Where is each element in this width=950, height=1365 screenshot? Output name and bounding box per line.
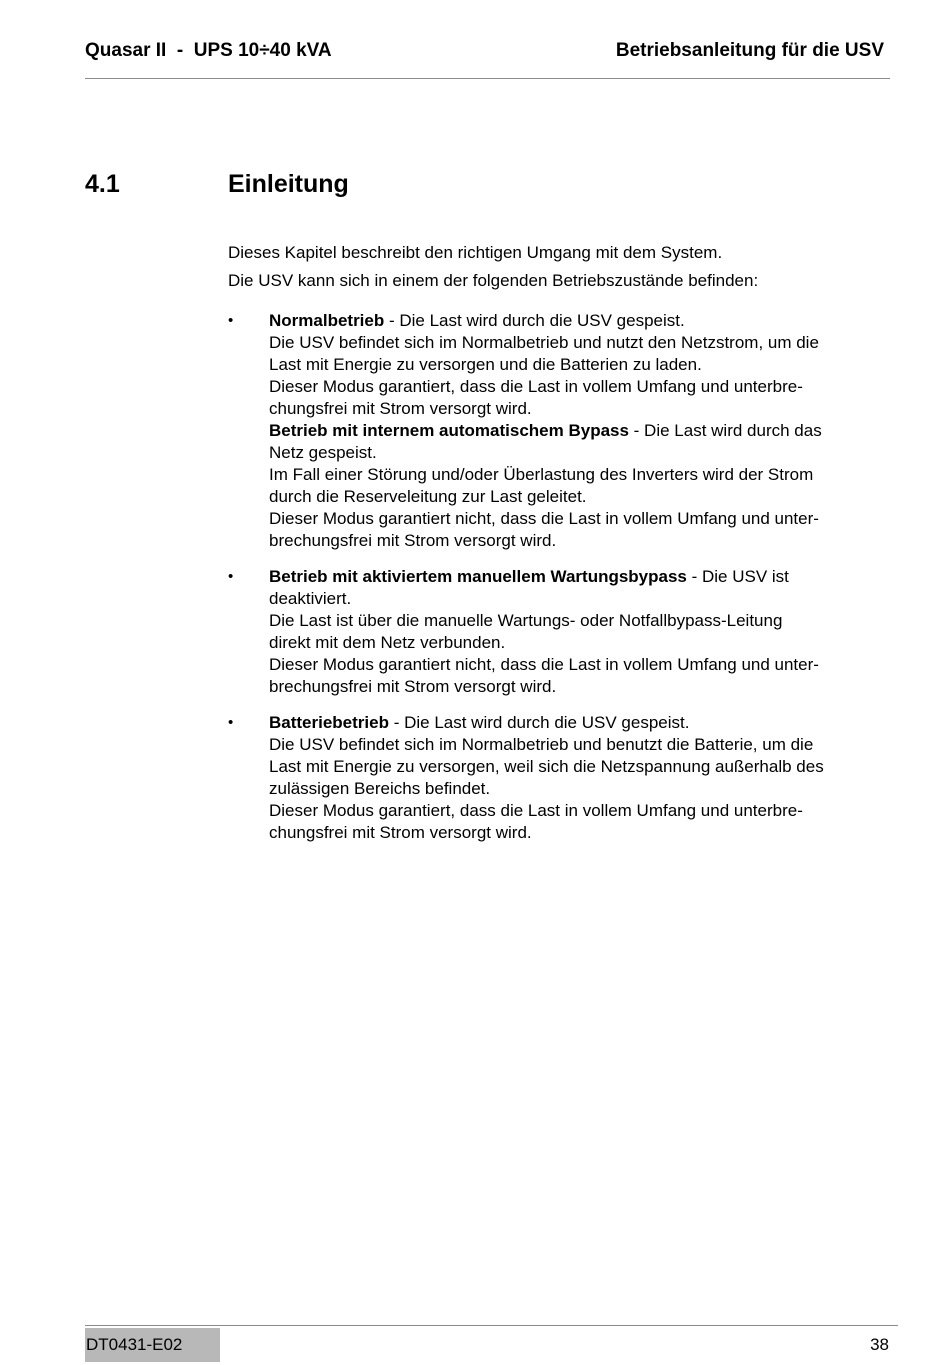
list-item-text: - Die Last wird durch die USV gespeist. xyxy=(388,713,690,732)
list-item-text: Die Last ist über die manuelle Wartungs- oder Notfallbypass-Leitung xyxy=(269,611,783,630)
header-product-title: Quasar II - UPS 10÷40 kVA xyxy=(85,40,332,61)
list-item-text: Dieser Modus garantiert, dass die Last in vollem Umfang und unterbre- xyxy=(269,801,803,820)
bullet-icon: • xyxy=(228,714,234,731)
list-item-line xyxy=(269,610,893,632)
list-item-line xyxy=(269,464,893,486)
list-item-line xyxy=(269,310,893,332)
list-item-text: Last mit Energie zu versorgen und die Batterien zu laden. xyxy=(269,355,702,374)
list-item-line xyxy=(269,632,893,654)
list-item-text: Dieser Modus garantiert, dass die Last in vollem Umfang und unterbre- xyxy=(269,377,803,396)
header-manual-title: Betriebsanleitung für die USV xyxy=(615,40,884,61)
list-item-text: Dieser Modus garantiert nicht, dass die Last in vollem Umfang und unter- xyxy=(269,509,819,528)
list-item-text: Dieser Modus garantiert nicht, dass die Last in vollem Umfang und unter- xyxy=(269,655,819,674)
list-item-text: chungsfrei mit Strom versorgt wird. xyxy=(269,823,532,842)
list-item-line xyxy=(269,822,893,844)
list-item-text: direkt mit dem Netz verbunden. xyxy=(269,633,506,652)
list-item-text: durch die Reserveleitung zur Last geleitet. xyxy=(269,487,587,506)
intro-paragraph-1: Dieses Kapitel beschreibt den richtigen Umgang mit dem System. xyxy=(228,243,723,262)
list-item-text: - Die Last wird durch das xyxy=(628,421,822,440)
list-item-line xyxy=(269,778,893,800)
list-item-line xyxy=(269,420,893,442)
list-item-text: deaktiviert. xyxy=(269,589,352,608)
list-item-text: brechungsfrei mit Strom versorgt wird. xyxy=(269,531,557,550)
list-item-line xyxy=(269,800,893,822)
list-item-line xyxy=(269,486,893,508)
list-item-text: Netz gespeist. xyxy=(269,443,377,462)
list-item-line xyxy=(269,332,893,354)
bullet-icon: • xyxy=(228,568,234,585)
list-item-line xyxy=(269,442,893,464)
mode-name: Batteriebetrieb xyxy=(269,713,389,732)
bullet-icon: • xyxy=(228,312,234,329)
list-item-line xyxy=(269,376,893,398)
list-item-text: Die USV befindet sich im Normalbetrieb und nutzt den Netzstrom, um die xyxy=(269,333,819,352)
operating-modes-list xyxy=(228,310,893,844)
list-item-line xyxy=(269,398,893,420)
list-item-line xyxy=(269,676,893,698)
list-item-line xyxy=(269,354,893,376)
list-item-line xyxy=(269,508,893,530)
list-item-line xyxy=(269,530,893,552)
page-number: 38 xyxy=(870,1335,889,1354)
list-item-text: Die USV befindet sich im Normalbetrieb und benutzt die Batterie, um die xyxy=(269,735,814,754)
list-item xyxy=(228,566,893,698)
list-item-text: Last mit Energie zu versorgen, weil sich die Netzspannung außerhalb des xyxy=(269,757,824,776)
page-footer xyxy=(85,1325,898,1362)
list-item-line xyxy=(269,756,893,778)
list-item-line xyxy=(269,654,893,676)
list-item-line xyxy=(269,712,893,734)
page-header xyxy=(85,38,890,79)
mode-name: Betrieb mit aktiviertem manuellem Wartungsbypass xyxy=(269,567,687,586)
section-content xyxy=(228,242,893,858)
mode-name: Normalbetrieb xyxy=(269,311,385,330)
list-item-text: Im Fall einer Störung und/oder Überlastung des Inverters wird der Strom xyxy=(269,465,814,484)
list-item-text: chungsfrei mit Strom versorgt wird. xyxy=(269,399,532,418)
list-item-text: brechungsfrei mit Strom versorgt wird. xyxy=(269,677,557,696)
list-item xyxy=(228,712,893,844)
mode-name: Betrieb mit internem automatischem Bypass xyxy=(269,421,629,440)
list-item-line xyxy=(269,588,893,610)
list-item-text: zulässigen Bereichs befindet. xyxy=(269,779,491,798)
list-item-text: - Die Last wird durch die USV gespeist. xyxy=(384,311,685,330)
section-title: Einleitung xyxy=(228,170,349,198)
document-code: DT0431-E02 xyxy=(85,1328,220,1362)
list-item-text: - Die USV ist xyxy=(686,567,789,586)
list-item-line xyxy=(269,566,893,588)
intro-paragraph-2: Die USV kann sich in einem der folgenden Betriebszustände befinden: xyxy=(228,271,759,290)
list-item-line xyxy=(269,734,893,756)
section-number: 4.1 xyxy=(85,170,120,198)
list-item xyxy=(228,310,893,552)
